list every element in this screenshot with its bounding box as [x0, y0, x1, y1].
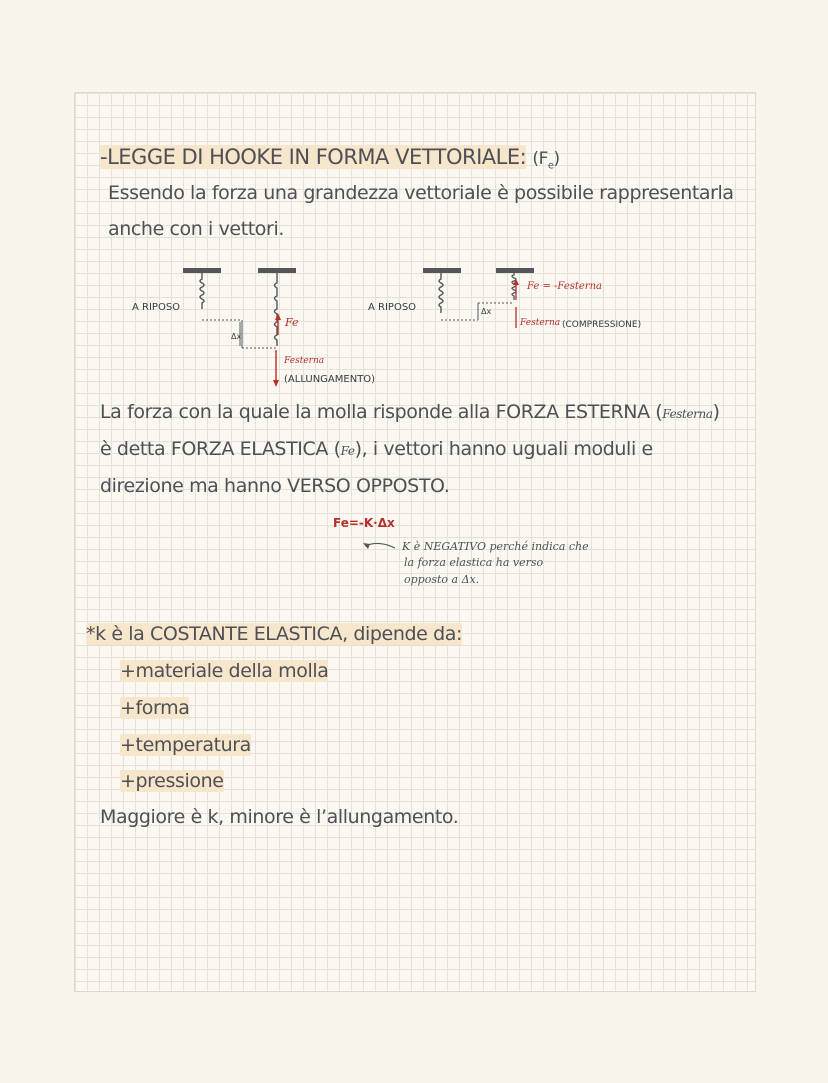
right-equation-label: Fe = -Festerna [527, 281, 602, 292]
constant-heading: *k è la COSTANTE ELASTICA, dipende da: [86, 623, 462, 645]
paragraph-line-1: La forza con la quale la molla risponde alla FORZA ESTERNA (Festerna) [100, 401, 720, 423]
right-dx-label: Δx [481, 307, 492, 316]
constant-item-1: +materiale della molla [120, 660, 329, 682]
formula-note-line-2: la forza elastica ha verso [404, 556, 544, 569]
formula-note-line-1: K è NEGATIVO perché indica che [402, 540, 589, 553]
right-rest-spring [423, 268, 461, 313]
constant-item-4: +pressione [120, 770, 224, 792]
formula: Fe=-K·Δx [333, 516, 395, 530]
title-heading: -LEGGE DI HOOKE IN FORMA VETTORIALE: [100, 145, 527, 169]
title-symbol: $(F_e)$ [532, 149, 560, 172]
left-caption: (ALLUNGAMENTO) [284, 374, 376, 385]
constant-item-3: +temperatura [120, 734, 251, 756]
formula-note-line-3: opposto a Δx. [404, 573, 480, 586]
constant-item-2: +forma [120, 697, 190, 719]
right-rest-label: A RIPOSO [368, 302, 417, 313]
left-stretched-spring [258, 268, 296, 346]
left-rest-label: A RIPOSO [132, 302, 181, 313]
paragraph-line-3: direzione ma hanno VERSO OPPOSTO. [100, 475, 450, 497]
left-f-external-label: Festerna [284, 356, 325, 366]
intro-line-2: anche con i vettori. [108, 218, 284, 240]
constant-conclusion: Maggiore è k, minore è l’allungamento. [100, 806, 459, 828]
left-dx-label: Δx [231, 332, 242, 341]
left-rest-spring [183, 268, 221, 309]
paragraph-line-2: è detta FORZA ELASTICA (Fe), i vettori hanno uguali moduli e [100, 438, 653, 460]
right-caption: (COMPRESSIONE) [562, 320, 642, 330]
intro-line-1: Essendo la forza una grandezza vettoriale è possibile rappresentarla [108, 182, 734, 204]
left-fe-label: Fe [285, 316, 299, 329]
right-f-external-label: Festerna [520, 318, 561, 328]
